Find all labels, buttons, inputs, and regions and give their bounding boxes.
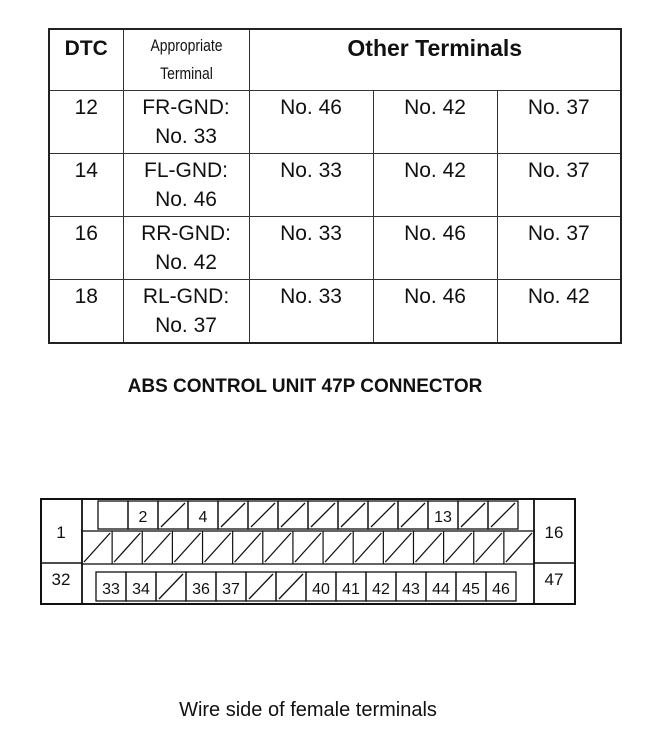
unused-terminal-slash [491, 503, 515, 527]
unused-terminal-slash [159, 574, 183, 599]
row-dtc: 12 [49, 91, 123, 154]
header-appropriate-line1: Appropriate [149, 36, 223, 55]
top-terminal-cell [98, 501, 128, 529]
other-terminal: No. 33 [249, 154, 373, 217]
terminal-1-label: 1 [56, 523, 66, 542]
other-terminal: No. 33 [249, 280, 373, 344]
connector-body [41, 499, 575, 604]
unused-terminal-slash [279, 574, 303, 599]
bottom-terminal-number: 37 [222, 581, 240, 598]
term-line2: No. 46 [155, 188, 217, 211]
unused-terminal-slash [371, 503, 395, 527]
row-dtc: 18 [49, 280, 123, 344]
unused-terminal-slash [205, 533, 231, 562]
header-appropriate-line2: Terminal [159, 64, 213, 83]
unused-terminal-slash [355, 533, 381, 562]
bottom-terminal-number: 34 [132, 581, 150, 598]
unused-terminal-slash [461, 503, 485, 527]
other-terminal: No. 42 [497, 280, 621, 344]
other-terminal: No. 37 [497, 217, 621, 280]
bottom-terminal-number: 40 [312, 581, 330, 598]
bottom-terminal-number: 45 [462, 581, 480, 598]
term-line2: No. 33 [155, 125, 217, 148]
unused-terminal-slash [144, 533, 170, 562]
bottom-terminal-number: 41 [342, 581, 360, 598]
unused-terminal-slash [311, 503, 335, 527]
terminal-16-label: 16 [544, 523, 564, 542]
unused-terminal-slash [446, 533, 472, 562]
row-dtc: 14 [49, 154, 123, 217]
unused-terminal-slash [281, 503, 305, 527]
unused-terminal-slash [385, 533, 411, 562]
other-terminal: No. 46 [373, 280, 497, 344]
unused-terminal-slash [251, 503, 275, 527]
header-dtc: DTC [49, 29, 123, 91]
unused-terminal-slash [506, 533, 532, 562]
other-terminal: No. 46 [373, 217, 497, 280]
bottom-terminal-number: 33 [102, 581, 120, 598]
unused-terminal-slash [295, 533, 321, 562]
terminal-47-label: 47 [544, 570, 564, 589]
unused-terminal-slash [249, 574, 273, 599]
term-line1: FR-GND: [142, 96, 230, 119]
header-other-terminals: Other Terminals [249, 29, 621, 91]
unused-terminal-slash [476, 533, 502, 562]
term-line1: FL-GND: [144, 159, 228, 182]
unused-terminal-slash [401, 503, 425, 527]
unused-terminal-slash [174, 533, 200, 562]
unused-terminal-slash [161, 503, 185, 527]
top-terminal-number: 13 [434, 509, 452, 526]
top-terminal-number: 2 [138, 509, 148, 526]
bottom-terminal-number: 43 [402, 581, 420, 598]
other-terminal: No. 37 [497, 154, 621, 217]
bottom-terminal-number: 36 [192, 581, 210, 598]
other-terminal: No. 42 [373, 154, 497, 217]
term-line1: RL-GND: [142, 285, 230, 308]
row-dtc: 16 [49, 217, 123, 280]
bottom-terminal-number: 46 [492, 581, 510, 598]
unused-terminal-slash [221, 503, 245, 527]
other-terminal: No. 46 [249, 91, 373, 154]
wire-side-caption: Wire side of female terminals [179, 699, 437, 721]
terminal-32-label: 32 [51, 570, 71, 589]
other-terminal: No. 37 [497, 91, 621, 154]
term-line2: No. 42 [155, 251, 217, 274]
other-terminal: No. 42 [373, 91, 497, 154]
unused-terminal-slash [235, 533, 261, 562]
bottom-terminal-number: 44 [432, 581, 450, 598]
unused-terminal-slash [415, 533, 441, 562]
bottom-terminal-number: 42 [372, 581, 390, 598]
unused-terminal-slash [341, 503, 365, 527]
unused-terminal-slash [84, 533, 110, 562]
connector-title: ABS CONTROL UNIT 47P CONNECTOR [127, 376, 483, 397]
other-terminal: No. 33 [249, 217, 373, 280]
term-line2: No. 37 [155, 314, 217, 337]
term-line1: RR-GND: [141, 222, 231, 245]
unused-terminal-slash [265, 533, 291, 562]
top-terminal-number: 4 [198, 509, 208, 526]
unused-terminal-slash [325, 533, 351, 562]
unused-terminal-slash [114, 533, 140, 562]
